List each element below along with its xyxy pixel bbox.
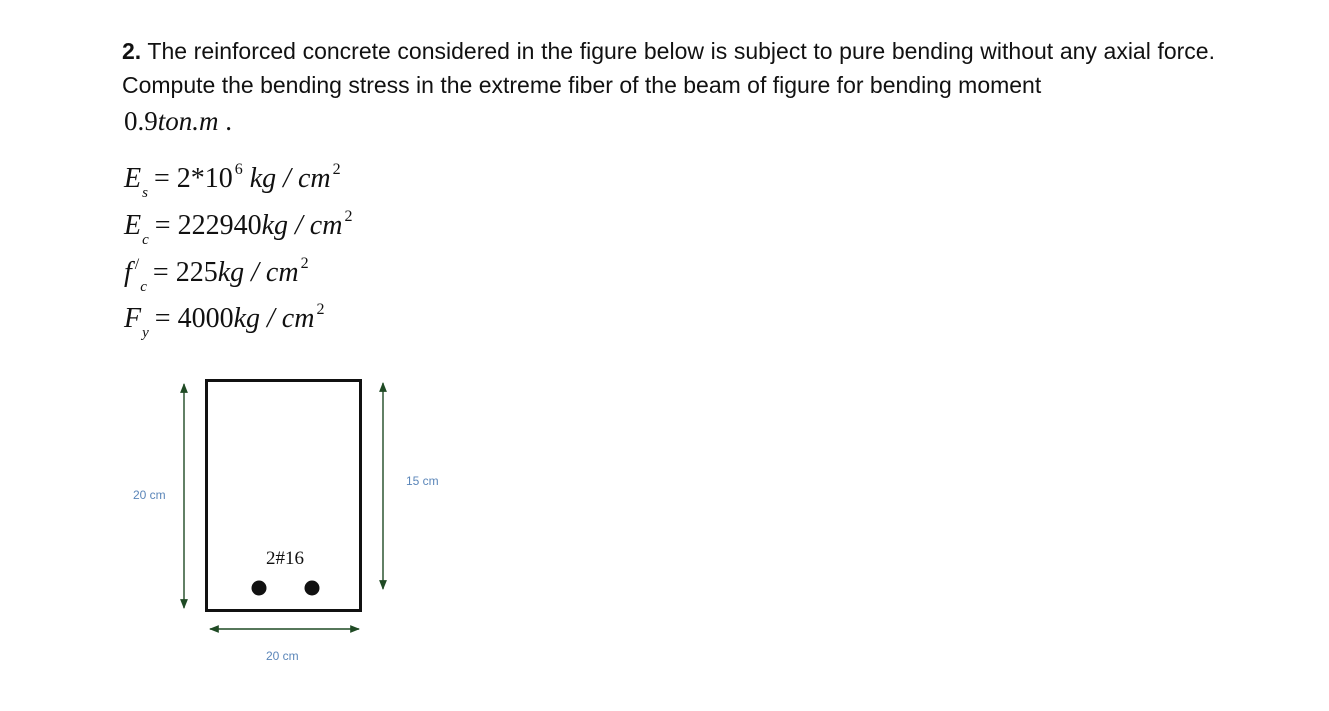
moment-end: . — [218, 106, 232, 136]
ec-unit-exp: 2 — [344, 208, 353, 225]
es-value: = 2*10 — [153, 163, 233, 194]
width-dimension-label: 20 cm — [266, 649, 299, 663]
fy-unit: kg / cm — [233, 303, 315, 334]
ec-sub: c — [142, 232, 149, 248]
rebar-label: 2#16 — [266, 548, 304, 569]
es-sub: s — [142, 185, 148, 201]
fc-unit: kg / cm — [217, 257, 299, 288]
moment-unit: ton.m — [157, 106, 219, 136]
fy-sub: y — [142, 325, 149, 341]
es-unit-exp: 2 — [332, 161, 341, 178]
fy-value: = 4000 — [154, 303, 234, 334]
es-exp: 6 — [234, 161, 243, 178]
es-symbol: E — [124, 163, 142, 194]
rebar-right — [305, 581, 320, 596]
effective-depth-dimension-label: 15 cm — [406, 474, 439, 488]
ec-symbol: E — [124, 210, 142, 241]
moment-value: 0.9 — [124, 106, 158, 136]
fc-sub: c — [140, 279, 147, 295]
ec-value: = 222940 — [154, 210, 262, 241]
fc-unit-exp: 2 — [300, 255, 309, 272]
beam-cross-section — [207, 381, 361, 611]
fc-prime: / — [134, 256, 140, 273]
fy-unit-exp: 2 — [316, 301, 325, 318]
problem-text: The reinforced concrete considered in the figure below is subject to pure bending without any axial force. Compute the bending stress in the extreme fiber of the beam of figure for bending moment — [122, 38, 1215, 98]
rebar-left — [252, 581, 267, 596]
height-dimension-label: 20 cm — [133, 488, 166, 502]
fy-symbol: F — [124, 303, 142, 334]
fc-value: = 225 — [152, 257, 218, 288]
fc-symbol: f — [124, 257, 132, 288]
problem-number: 2. — [122, 38, 142, 64]
ec-unit: kg / cm — [261, 210, 343, 241]
es-unit: kg / cm — [249, 163, 331, 194]
